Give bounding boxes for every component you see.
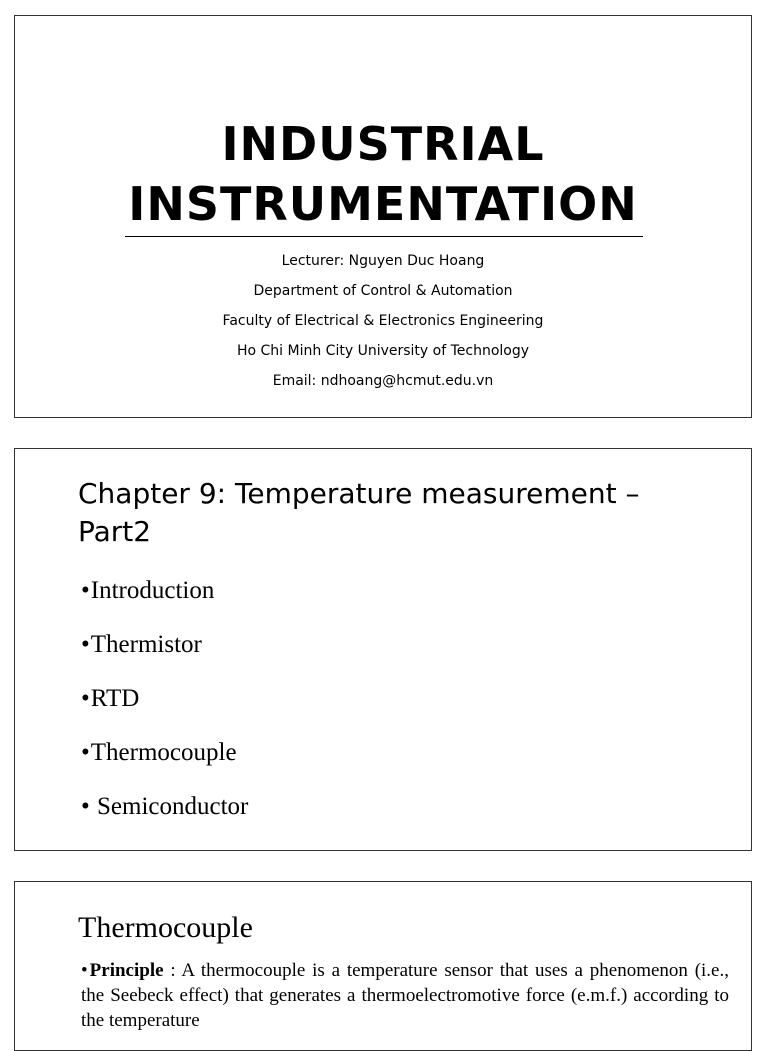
chapter-title: Chapter 9: Temperature measurement – Part2 (78, 477, 640, 548)
topic-label: Thermocouple (90, 739, 237, 766)
title-underline (125, 236, 643, 237)
slide-title (14, 15, 752, 418)
email: Email: ndhoang@hcmut.edu.vn (272, 373, 494, 389)
bullet-icon: • (81, 960, 88, 981)
bullet-icon: • (81, 739, 90, 766)
topic-item (81, 630, 248, 684)
topic-label: Thermistor (90, 631, 202, 658)
bullet-icon: • (81, 793, 90, 820)
department: Department of Control & Automation (253, 283, 513, 299)
topic-item (81, 684, 248, 738)
university: Ho Chi Minh City University of Technology (236, 343, 530, 359)
slide-thermocouple (14, 881, 752, 1051)
topic-list (81, 576, 248, 846)
bullet-icon: • (81, 631, 90, 658)
principle-paragraph (81, 958, 729, 1033)
section-title: Thermocouple (78, 911, 253, 944)
topic-label: RTD (90, 685, 140, 712)
topic-item (81, 738, 248, 792)
topic-label: Introduction (90, 577, 215, 604)
lecturer-name: Lecturer: Nguyen Duc Hoang (281, 253, 485, 269)
topic-label: Semiconductor (90, 793, 249, 820)
faculty: Faculty of Electrical & Electronics Engineering (222, 313, 544, 329)
bullet-icon: • (81, 685, 90, 712)
bullet-icon: • (81, 577, 90, 604)
principle-term: Principle (89, 960, 164, 981)
course-title-line1: INDUSTRIAL (221, 117, 545, 171)
principle-text: : A thermocouple is a temperature sensor that uses a phenomenon (i.e., the Seebeck effect) that generates a thermoelectromotive force (e.m.f.) according to the temperature (81, 960, 729, 1031)
lecturer-info (15, 246, 751, 396)
topic-item (81, 576, 248, 630)
slide-chapter-outline (14, 448, 752, 851)
course-title-line2: INSTRUMENTATION (128, 177, 638, 231)
topic-item (81, 792, 248, 846)
